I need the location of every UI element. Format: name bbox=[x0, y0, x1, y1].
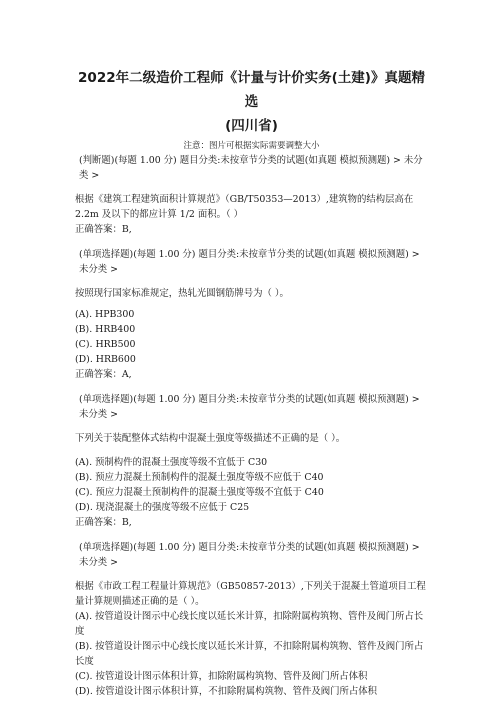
option-b: (B). 按管道设计图示中心线长度以延长米计算，不扣除附属构筑物、管件及阀门所占长度 bbox=[75, 641, 424, 667]
document-subtitle: (四川省) bbox=[225, 118, 278, 134]
image-note: 注意：图片可根据实际需要调整大小 bbox=[183, 141, 320, 151]
question-1 bbox=[75, 153, 428, 237]
option-d: (D). HRB600 bbox=[75, 354, 136, 365]
answer: 正确答案：A, bbox=[75, 369, 132, 380]
question-stem: 下列关于装配整体式结构中混凝土强度等级描述不正确的是（ ）。 bbox=[75, 433, 346, 444]
question-stem: 按照现行国家标准规定，热轧光圆钢筋牌号为（ ）。 bbox=[75, 288, 289, 299]
answer: 正确答案：B, bbox=[75, 224, 132, 235]
option-c: (C). 预应力混凝土预制构件的混凝土强度等级不宜低于 C40 bbox=[75, 487, 324, 498]
answer: 正确答案：B, bbox=[75, 517, 132, 528]
option-d: (D). 现浇混凝土的强度等级不应低于 C25 bbox=[75, 502, 250, 513]
option-a: (A). 按管道设计图示中心线长度以延长米计算，扣除附属构筑物、管件及阀门所占长度 bbox=[75, 611, 424, 637]
question-meta: (判断题)(每题 1.00 分) 题目分类:未按章节分类的试题(如真题 模拟预测题) > 未分类 > bbox=[79, 155, 423, 181]
option-a: (A). HPB300 bbox=[75, 309, 135, 320]
option-c: (C). 按管道设计图示体积计算，扣除附属构筑物、管件及阀门所占体积 bbox=[75, 671, 368, 682]
question-4 bbox=[75, 540, 428, 699]
document-title: 2022年二级造价工程师《计量与计价实务(土建)》真题精选 bbox=[78, 70, 425, 110]
question-meta: (单项选择题)(每题 1.00 分) 题目分类:未按章节分类的试题(如真题 模拟预测题) > 未分类 > bbox=[79, 249, 420, 275]
question-2 bbox=[75, 247, 428, 382]
question-meta: (单项选择题)(每题 1.00 分) 题目分类:未按章节分类的试题(如真题 模拟预测题) > 未分类 > bbox=[79, 394, 420, 420]
question-meta: (单项选择题)(每题 1.00 分) 题目分类:未按章节分类的试题(如真题 模拟预测题) > 未分类 > bbox=[79, 542, 420, 568]
question-3 bbox=[75, 392, 428, 530]
option-a: (A). 预制构件的混凝土强度等级不宜低于 C30 bbox=[75, 457, 268, 468]
option-c: (C). HRB500 bbox=[75, 339, 136, 350]
option-b: (B). 预应力混凝土预制构件的混凝土强度等级不应低于 C40 bbox=[75, 472, 324, 483]
option-b: (B). HRB400 bbox=[75, 324, 136, 335]
option-d: (D). 按管道设计图示体积计算，不扣除附属构筑物、管件及阀门所占体积 bbox=[75, 686, 378, 697]
question-stem: 根据《市政工程工程量计算规范》（GB50857-2013）,下列关于混凝土管道项目工程量计算规则描述正确的是（ ）。 bbox=[75, 581, 426, 607]
question-stem: 根据《建筑工程建筑面积计算规范》（GB/T50353—2013）,建筑物的结构层高在2.2m 及以下的都应计算 1/2 面积。（ ） bbox=[75, 194, 414, 220]
